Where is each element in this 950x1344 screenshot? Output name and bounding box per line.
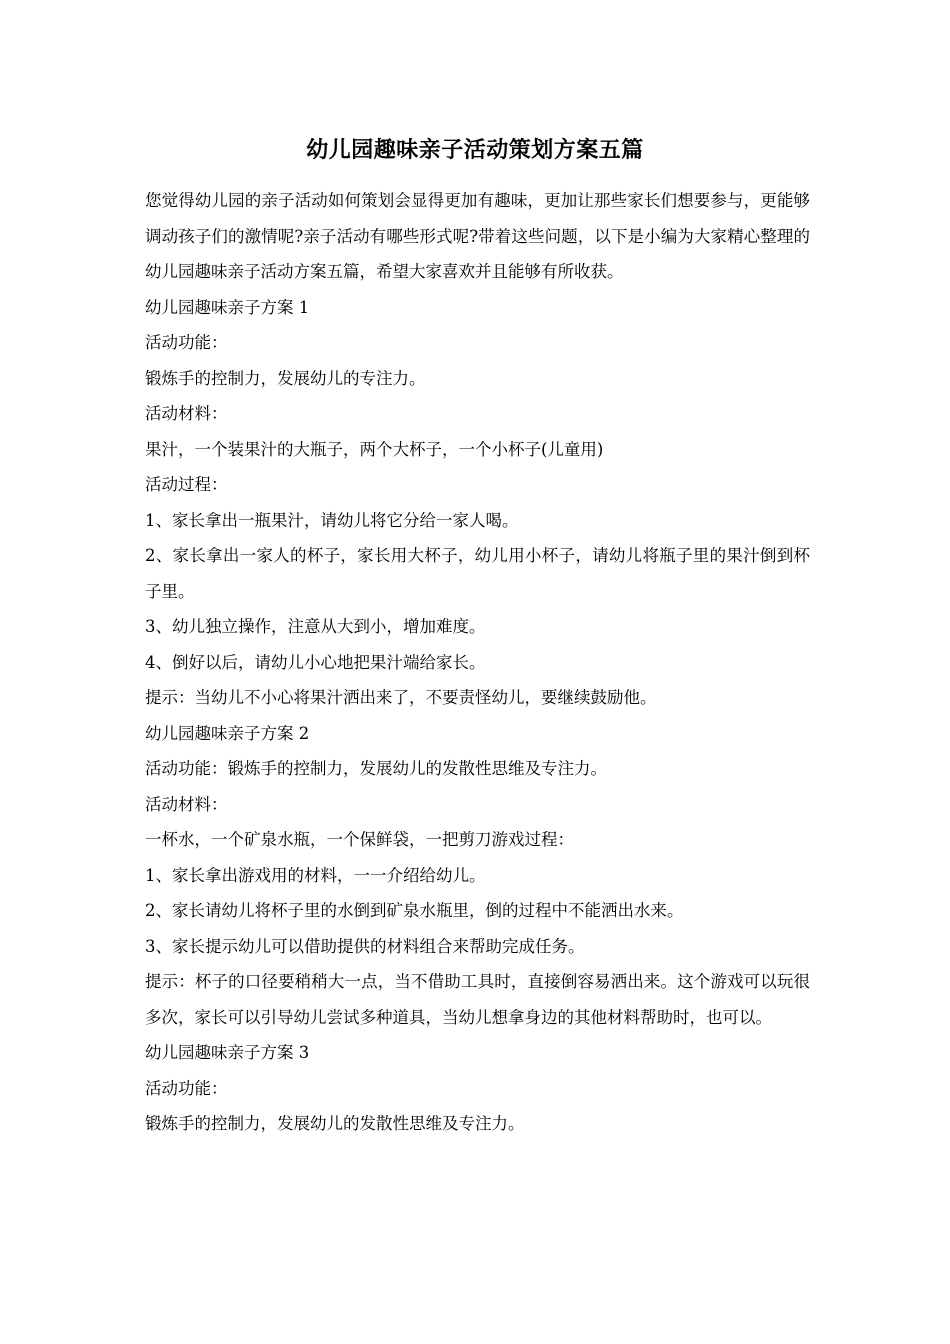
- paragraph: 活动功能：: [145, 1078, 228, 1098]
- list-item: 1、家长拿出游戏用的材料，一一介绍给幼儿。: [145, 865, 486, 885]
- intro-paragraph: 您觉得幼儿园的亲子活动如何策划会显得更加有趣味，更加让那些家长们想要参与，更能够调动孩子们的激情呢?亲子活动有哪些形式呢?带着这些问题，以下是小编为大家精心整理的幼儿园趣味亲子活动方案五篇，希望大家喜欢并且能够有所收获。: [145, 191, 810, 281]
- paragraph: 活动功能：: [145, 333, 228, 352]
- paragraph: 一杯水，一个矿泉水瓶，一个保鲜袋，一把剪刀游戏过程：: [145, 830, 574, 849]
- paragraph: 锻炼手的控制力，发展幼儿的发散性思维及专注力。: [145, 1114, 525, 1133]
- paragraph: 果汁，一个装果汁的大瓶子，两个大杯子，一个小杯子(儿童用): [145, 439, 604, 459]
- document-title: 幼儿园趣味亲子活动策划方案五篇: [306, 137, 644, 163]
- tip-paragraph: 提示：当幼儿不小心将果汁洒出来了，不要责怪幼儿，要继续鼓励他。: [145, 688, 657, 707]
- paragraph: 活动材料：: [145, 794, 228, 814]
- list-item: 3、家长提示幼儿可以借助提供的材料组合来帮助完成任务。: [145, 936, 585, 956]
- paragraph: 活动材料：: [145, 404, 228, 423]
- paragraph: 锻炼手的控制力，发展幼儿的专注力。: [145, 368, 426, 388]
- list-item: 4、倒好以后，请幼儿小心地把果汁端给家长。: [145, 652, 486, 672]
- list-item: 3、幼儿独立操作，注意从大到小，增加难度。: [145, 617, 486, 636]
- section-heading: 幼儿园趣味亲子方案 3: [145, 1043, 310, 1062]
- list-item: 2、家长拿出一家人的杯子，家长用大杯子，幼儿用小杯子，请幼儿将瓶子里的果汁倒到杯子里。: [145, 546, 810, 601]
- paragraph: 活动功能：锻炼手的控制力，发展幼儿的发散性思维及专注力。: [145, 759, 607, 778]
- tip-paragraph: 提示：杯子的口径要稍稍大一点，当不借助工具时，直接倒容易洒出来。这个游戏可以玩很多次，家长可以引导幼儿尝试多种道具，当幼儿想拿身边的其他材料帮助时，也可以。: [145, 972, 810, 1027]
- list-item: 2、家长请幼儿将杯子里的水倒到矿泉水瓶里，倒的过程中不能洒出水来。: [145, 901, 684, 920]
- list-item: 1、家长拿出一瓶果汁，请幼儿将它分给一家人喝。: [145, 510, 519, 530]
- section-heading: 幼儿园趣味亲子方案 2: [145, 723, 310, 743]
- document-body: [145, 183, 810, 1142]
- paragraph: 活动过程：: [145, 475, 228, 494]
- section-heading: 幼儿园趣味亲子方案 1: [145, 297, 310, 317]
